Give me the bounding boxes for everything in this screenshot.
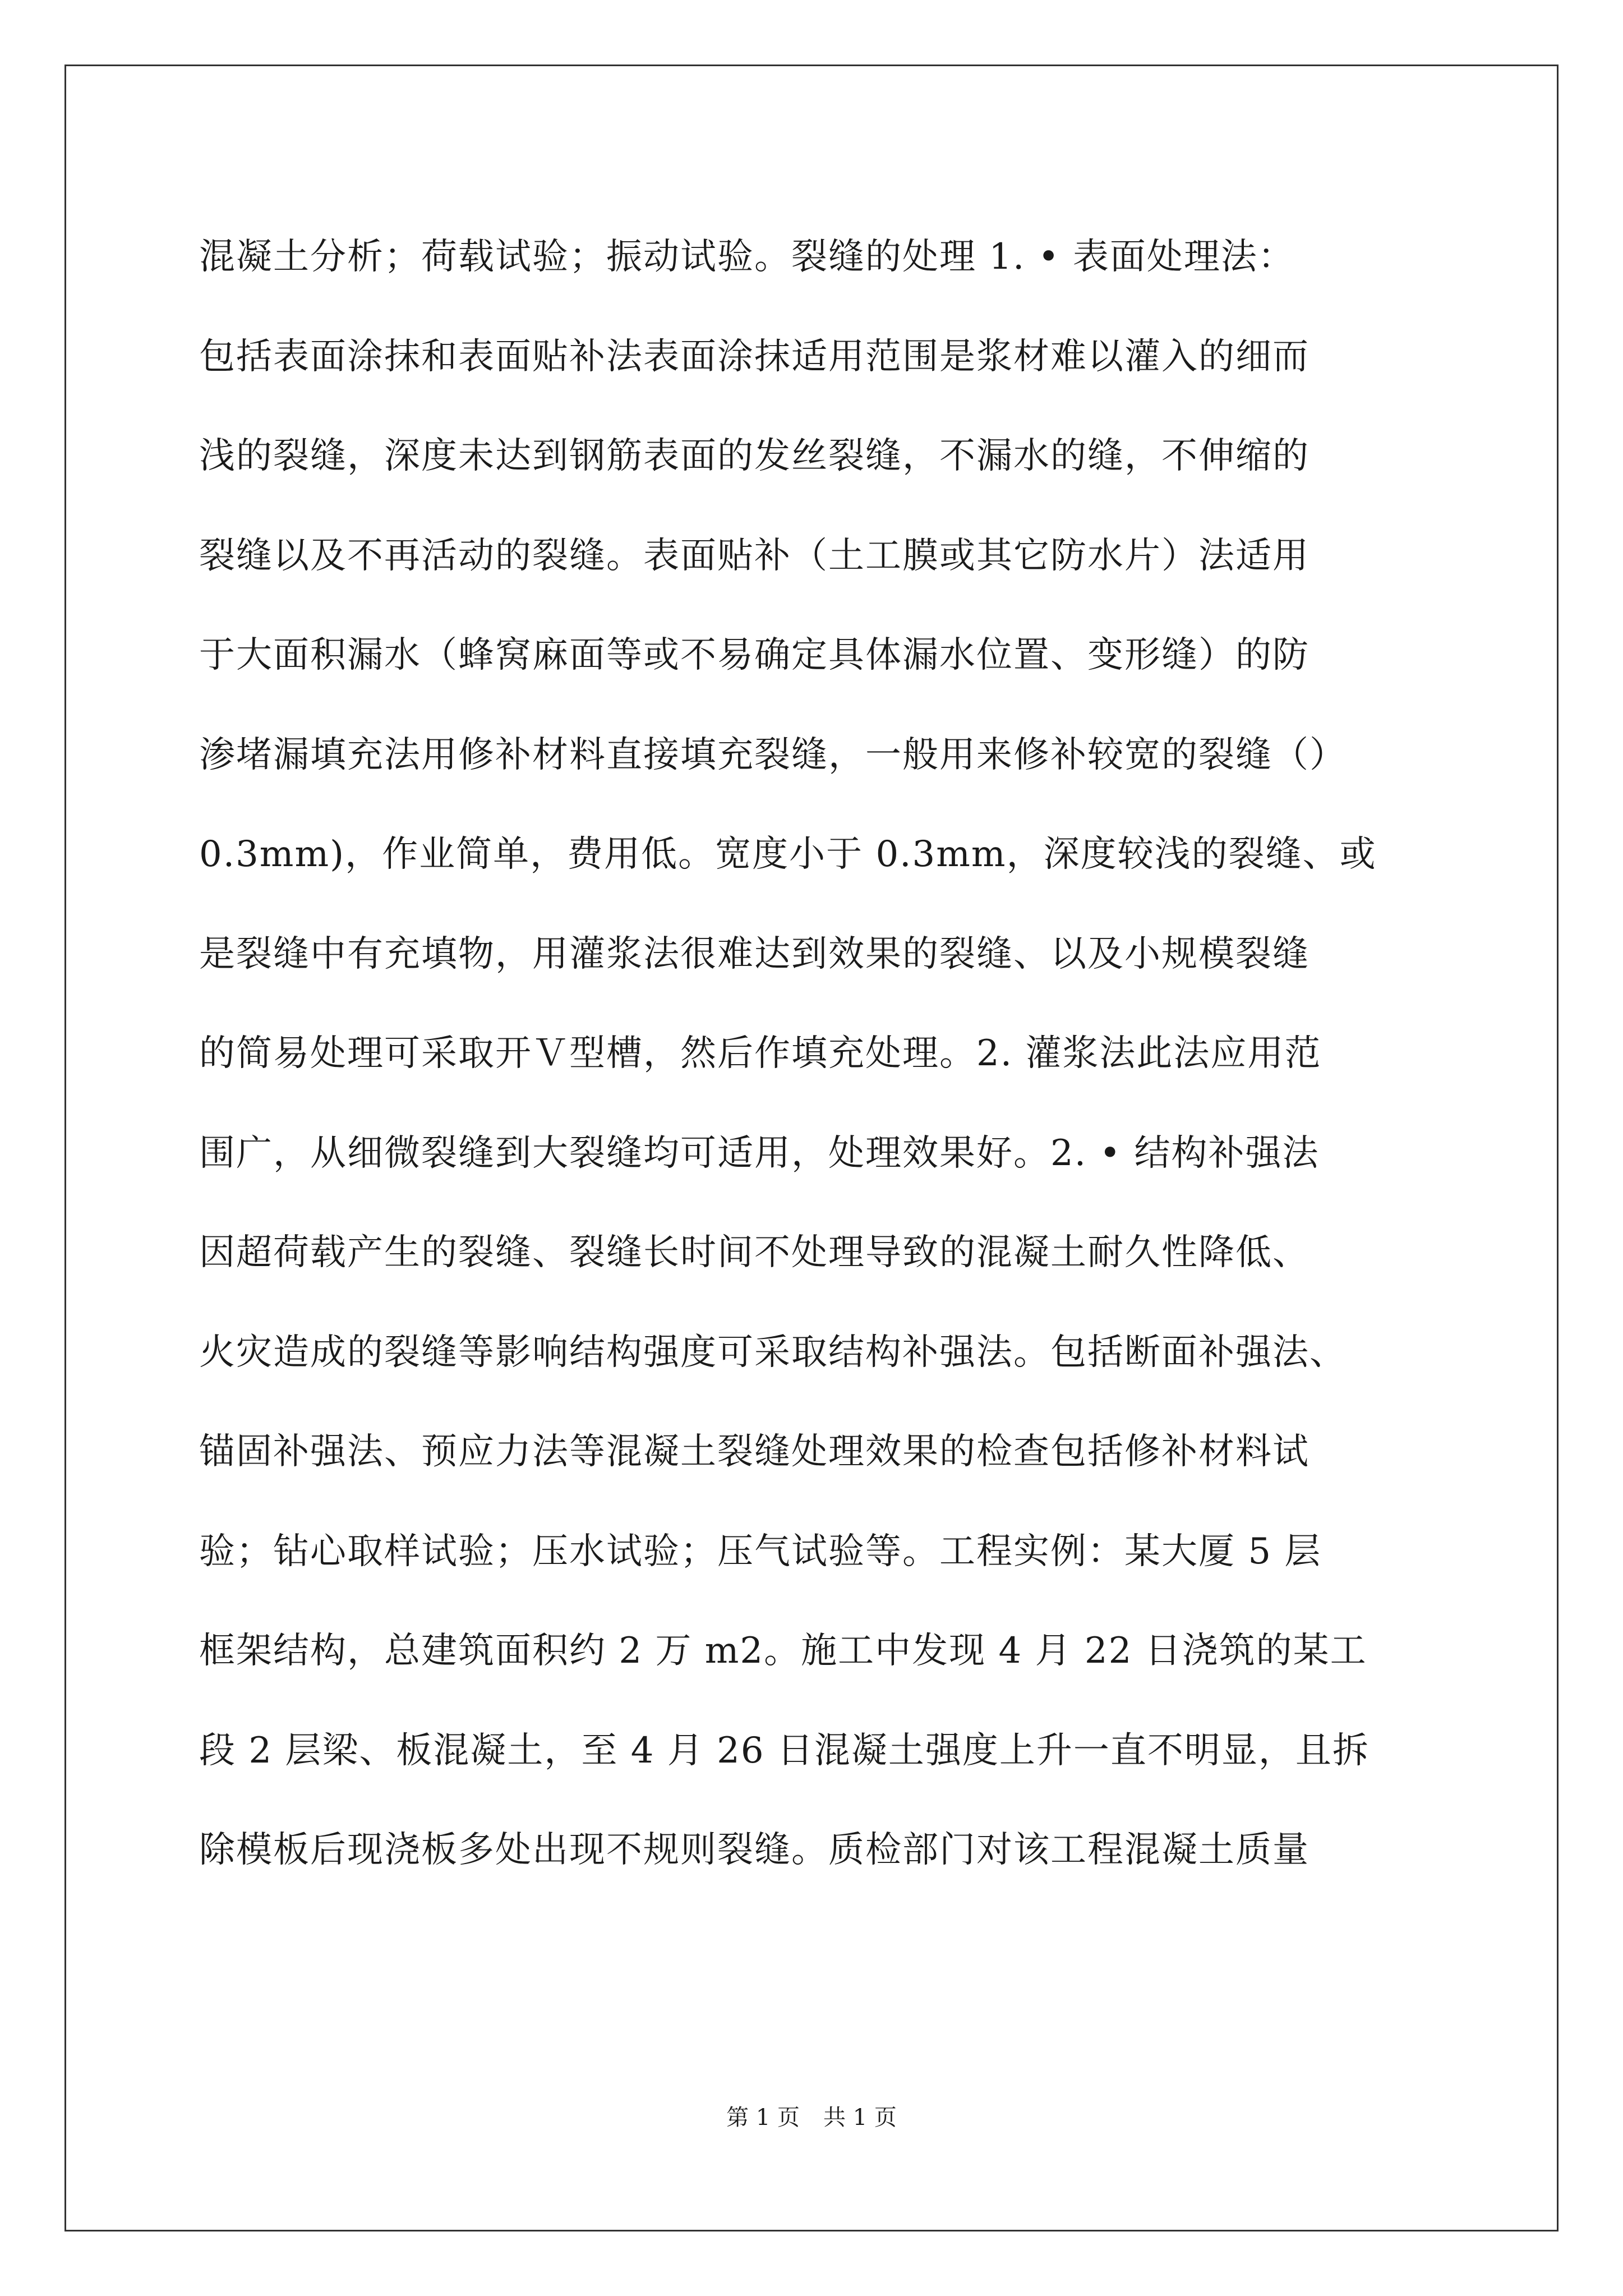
text-line: 包括表面涂抹和表面贴补法表面涂抹适用范围是浆材难以灌入的细而 <box>199 335 1310 378</box>
text-line: 混凝土分析；荷载试验；振动试验。裂缝的处理 1. • 表面处理法： <box>199 236 1295 278</box>
text-line: 火灾造成的裂缝等影响结构强度可采取结构补强法。包括断面补强法、 <box>199 1331 1347 1373</box>
page-total: 共 1 页 <box>823 2105 897 2131</box>
document-body <box>199 208 1455 1901</box>
text-line: 浅的裂缝，深度未达到钢筋表面的发丝裂缝，不漏水的缝，不伸缩的 <box>199 435 1310 477</box>
page-number: 第 1 页 <box>726 2105 800 2131</box>
text-line: 是裂缝中有充填物，用灌浆法很难达到效果的裂缝、以及小规模裂缝 <box>199 933 1310 975</box>
text-line: 框架结构，总建筑面积约 2 万 m2。施工中发现 4 月 22 日浇筑的某工 <box>199 1630 1367 1672</box>
text-line: 除模板后现浇板多处出现不规则裂缝。质检部门对该工程混凝土质量 <box>199 1829 1310 1871</box>
text-line: 于大面积漏水（蜂窝麻面等或不易确定具体漏水位置、变形缝）的防 <box>199 634 1310 676</box>
text-line: 0.3mm)，作业简单，费用低。宽度小于 0.3mm，深度较浅的裂缝、或 <box>199 834 1377 875</box>
text-line: 围广，从细微裂缝到大裂缝均可适用，处理效果好。2. • 结构补强法 <box>199 1132 1320 1174</box>
text-line: 验；钻心取样试验；压水试验；压气试验等。工程实例：某大厦 5 层 <box>199 1530 1322 1572</box>
text-line: 段 2 层梁、板混凝土，至 4 月 26 日混凝土强度上升一直不明显，且拆 <box>199 1729 1370 1772</box>
text-line: 渗堵漏填充法用修补材料直接填充裂缝，一般用来修补较宽的裂缝（） <box>199 734 1347 776</box>
text-line: 锚固补强法、预应力法等混凝土裂缝处理效果的检查包括修补材料试 <box>199 1431 1310 1473</box>
text-line: 因超荷载产生的裂缝、裂缝长时间不处理导致的混凝土耐久性降低、 <box>199 1232 1310 1273</box>
page-footer <box>0 2101 1623 2134</box>
text-line: 裂缝以及不再活动的裂缝。表面贴补（土工膜或其它防水片）法适用 <box>199 535 1310 577</box>
text-line: 的简易处理可采取开Ｖ型槽，然后作填充处理。2. 灌浆法此法应用范 <box>199 1033 1322 1074</box>
